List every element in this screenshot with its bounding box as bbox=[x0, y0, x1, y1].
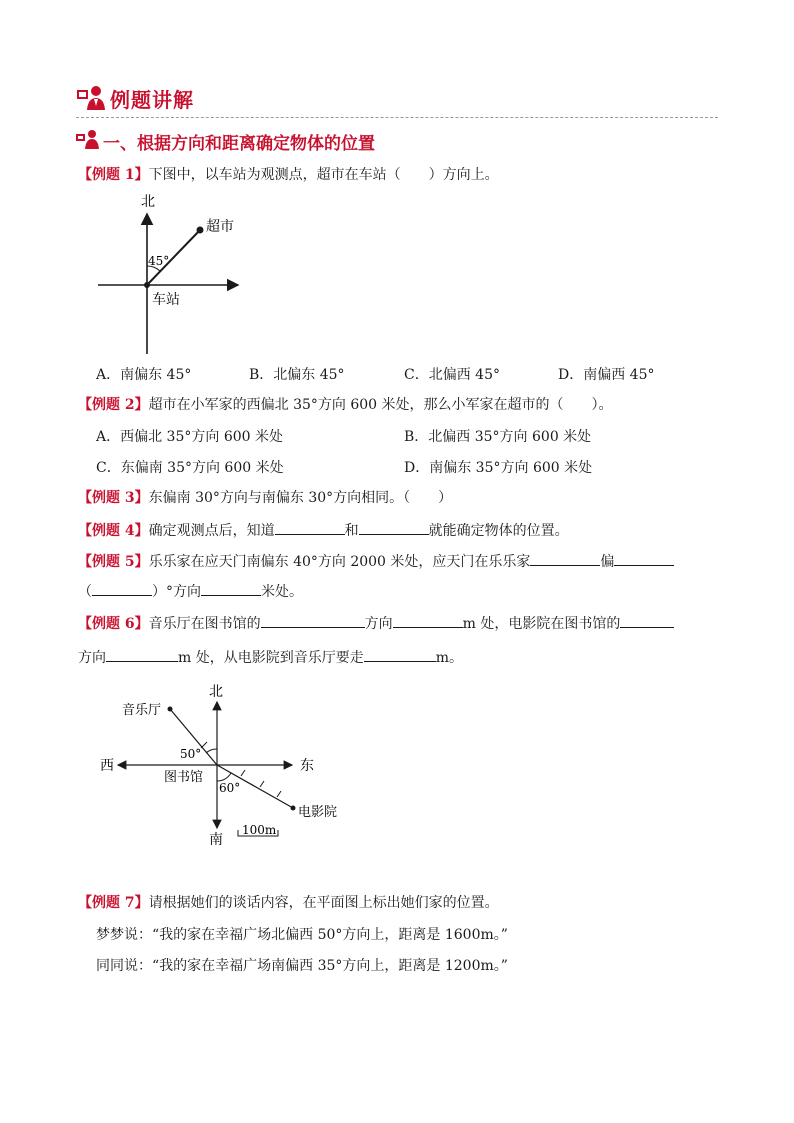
example-3-text: 东偏南 30°方向与南偏东 30°方向相同。（ ） bbox=[148, 490, 453, 506]
answer-blank[interactable] bbox=[275, 520, 345, 535]
fig1-origin-dot bbox=[144, 282, 150, 288]
section-divider bbox=[76, 117, 718, 118]
example-2-option-c: C．东偏南 35°方向 600 米处 bbox=[96, 460, 284, 476]
example-3 bbox=[78, 488, 452, 508]
example-6-line-2 bbox=[78, 647, 463, 668]
fig6-angle-arc-b bbox=[217, 773, 231, 781]
example-4-text-a: 确定观测点后，知道 bbox=[148, 523, 275, 539]
fig6-cinema-label: 电影院 bbox=[298, 805, 338, 820]
fig6-hall-label: 音乐厅 bbox=[122, 703, 162, 718]
example-5-tag: 【例题 5】 bbox=[78, 554, 149, 570]
fig6-hall-tick bbox=[201, 742, 207, 748]
fig6-angle-arc-a bbox=[206, 749, 217, 753]
example-7-tag: 【例题 7】 bbox=[78, 895, 149, 911]
fig6-cinema-tick bbox=[241, 770, 245, 776]
example-2-option-d: D．南偏东 35°方向 600 米处 bbox=[404, 460, 593, 476]
example-3-tag: 【例题 3】 bbox=[78, 490, 149, 506]
example-6-text-d: 方向 bbox=[78, 650, 106, 666]
fig1-origin-label: 车站 bbox=[152, 292, 180, 308]
fig6-cinema-tick bbox=[260, 781, 264, 787]
example-4-text-b: 和 bbox=[344, 523, 359, 539]
example-2-text: 超市在小军家的西偏北 35°方向 600 米处，那么小军家在超市的（ ）。 bbox=[148, 397, 613, 413]
fig1-target-dot bbox=[197, 227, 204, 234]
example-5-text-b: 偏 bbox=[600, 554, 615, 570]
answer-blank[interactable] bbox=[92, 581, 152, 596]
fig6-east-label: 东 bbox=[300, 758, 314, 774]
example-1-option-b: B．北偏东 45° bbox=[249, 367, 345, 383]
example-7-quote-2: 同同说：“我的家在幸福广场南偏西 35°方向上，距离是 1200m。” bbox=[96, 958, 508, 974]
example-6-text-b: 方向 bbox=[364, 616, 393, 632]
example-2-option-b: B．北偏西 35°方向 600 米处 bbox=[404, 429, 592, 445]
example-7-text: 请根据她们的谈话内容，在平面图上标出她们家的位置。 bbox=[148, 895, 499, 911]
fig6-hall-dot bbox=[168, 707, 173, 712]
fig6-center-label: 图书馆 bbox=[164, 770, 204, 785]
example-6-text-f: m。 bbox=[435, 650, 464, 666]
example-4-tag: 【例题 4】 bbox=[78, 523, 149, 539]
answer-blank[interactable] bbox=[201, 581, 261, 596]
fig6-scale-label: 100m bbox=[242, 823, 277, 837]
example-6-text-c: m 处，电影院在图书馆的 bbox=[462, 616, 621, 632]
fig1-angle-label: 45° bbox=[148, 254, 170, 268]
example-5 bbox=[78, 551, 674, 572]
example-2 bbox=[78, 395, 613, 415]
answer-blank[interactable] bbox=[393, 613, 463, 628]
example-1-tag: 【例题 1】 bbox=[78, 167, 149, 183]
answer-blank[interactable] bbox=[620, 613, 674, 628]
example-1 bbox=[78, 165, 499, 185]
section-title: 例题讲解 bbox=[110, 88, 194, 112]
example-4-text-c: 就能确定物体的位置。 bbox=[428, 523, 569, 539]
example-1-text: 下图中，以车站为观测点，超市在车站（ ）方向上。 bbox=[148, 167, 499, 183]
example-2-option-a: A．西偏北 35°方向 600 米处 bbox=[96, 429, 283, 445]
example-2-tag: 【例题 2】 bbox=[78, 397, 149, 413]
example-1-figure bbox=[90, 188, 260, 358]
fig6-angle-a-label: 50° bbox=[180, 747, 202, 761]
example-5-text-e: 米处。 bbox=[261, 584, 303, 600]
answer-blank[interactable] bbox=[614, 551, 674, 566]
fig6-south-label: 南 bbox=[209, 832, 223, 848]
example-1-option-c: C．北偏西 45° bbox=[404, 367, 500, 383]
answer-blank[interactable] bbox=[106, 647, 178, 662]
example-4 bbox=[78, 520, 569, 541]
example-5-line-2 bbox=[78, 581, 303, 602]
example-6 bbox=[78, 613, 674, 634]
fig6-cinema-tick bbox=[277, 791, 281, 797]
answer-blank[interactable] bbox=[530, 551, 600, 566]
example-6-figure bbox=[100, 680, 350, 850]
answer-blank[interactable] bbox=[261, 613, 365, 628]
example-6-text-e: m 处，从电影院到音乐厅要走 bbox=[178, 650, 364, 666]
example-1-option-d: D．南偏西 45° bbox=[558, 367, 655, 383]
example-5-text-c: （ bbox=[78, 584, 92, 600]
example-6-text-a: 音乐厅在图书馆的 bbox=[148, 616, 261, 632]
example-1-option-a: A．南偏东 45° bbox=[96, 367, 192, 383]
teacher-icon bbox=[76, 84, 106, 110]
fig6-angle-b-label: 60° bbox=[219, 781, 241, 795]
example-6-tag: 【例题 6】 bbox=[78, 616, 149, 632]
teacher-icon bbox=[76, 129, 100, 149]
fig6-west-label: 西 bbox=[100, 758, 114, 774]
example-7 bbox=[78, 893, 499, 913]
example-7-quote-1: 梦梦说：“我的家在幸福广场北偏西 50°方向上，距离是 1600m。” bbox=[96, 927, 508, 943]
fig6-cinema-dot bbox=[291, 806, 296, 811]
fig6-north-label: 北 bbox=[209, 684, 223, 700]
example-5-text-a: 乐乐家在应天门南偏东 40°方向 2000 米处，应天门在乐乐家 bbox=[148, 554, 531, 570]
subsection-title: 一、根据方向和距离确定物体的位置 bbox=[103, 134, 375, 154]
fig1-north-label: 北 bbox=[141, 194, 155, 210]
answer-blank[interactable] bbox=[359, 520, 429, 535]
example-5-text-d: ）°方向 bbox=[152, 584, 201, 600]
fig1-target-label: 超市 bbox=[206, 219, 234, 235]
answer-blank[interactable] bbox=[364, 647, 436, 662]
